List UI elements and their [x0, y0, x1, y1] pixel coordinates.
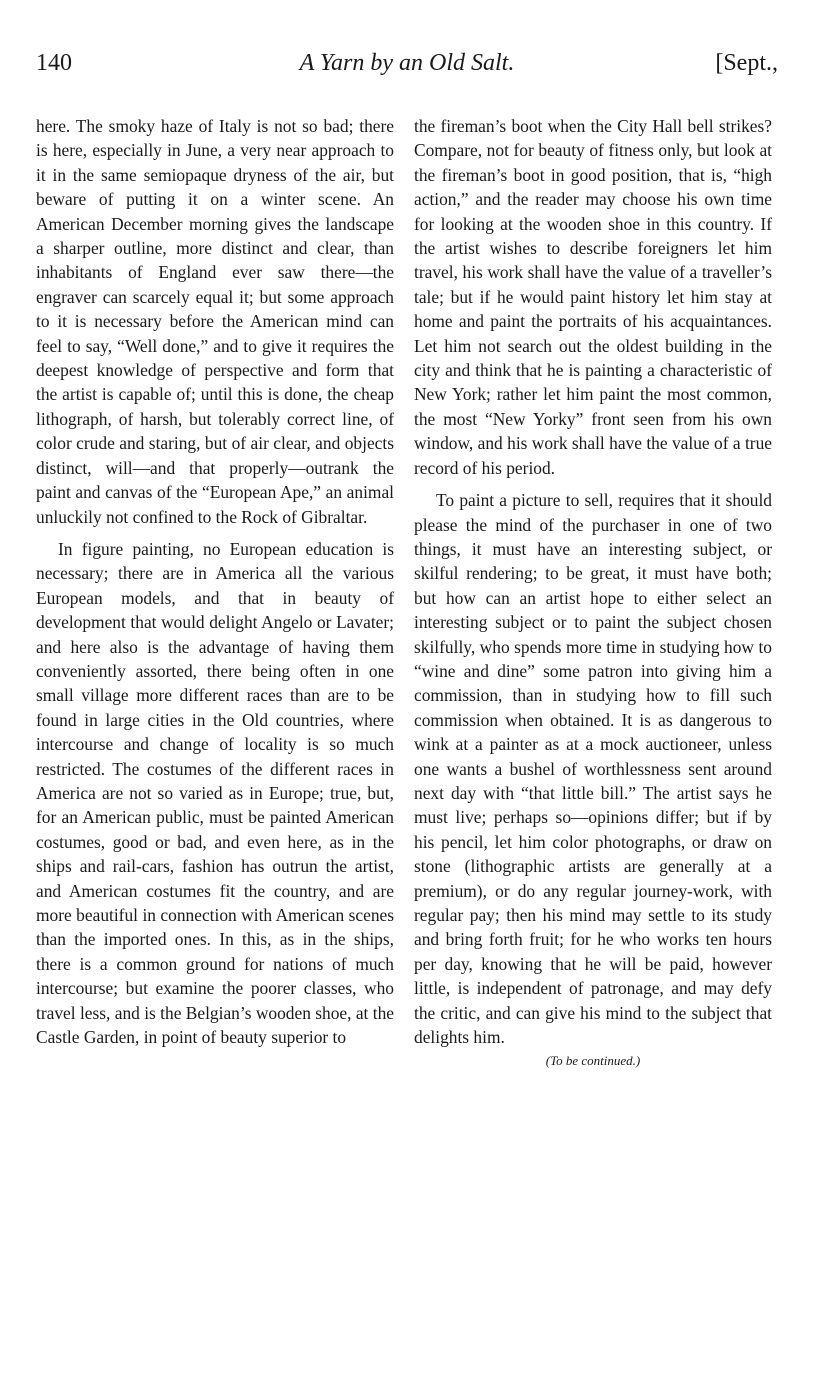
to-be-continued: (To be continued.) — [545, 1053, 641, 1069]
running-title: A Yarn by an Old Salt. — [299, 50, 515, 76]
page — [36, 50, 778, 1069]
page-number: 140 — [36, 50, 72, 76]
running-head — [36, 50, 778, 90]
right-paragraph-1: the fireman’s boot when the City Hall bell strikes? Compare, not for beauty of fitness only, but look at the fireman’s boot in good position, that is, “high action,” and the reader may choose his own time for looking at the wooden shoe in this country. If the artist wishes to describe foreigners let him travel, his work shall have the value of a traveller’s tale; but if he would paint history let him stay at home and paint the portraits of his acquaintances. Let him not search out the oldest building in the city and think that he is painting a characteristic of New York; rather let him paint the most common, the most “New Yorky” front seen from his own window, and his work shall have the value of a true record of his period. — [414, 116, 772, 478]
right-column — [414, 106, 772, 1074]
left-paragraph-1: here. The smoky haze of Italy is not so bad; there is here, especially in June, a very near approach to it in the same semiopaque dryness of the air, but beware of putting it on a winter scene. An American December morning gives the landscape a sharper outline, more distinct and clear, than inhabitants of England ever saw there—the engraver can scarcely equal it; but some approach to it is necessary before the American mind can feel to say, “Well done,” and to give it requires the deepest knowledge of perspective and form that the artist is capable of; until this is done, the cheap lithograph, of harsh, but tolerably correct line, of color crude and staring, but of air clear, and objects distinct, will—and that properly—outrank the paint and canvas of the “European Ape,” an animal unluckily not confined to the Rock of Gibraltar. — [36, 116, 394, 527]
left-column — [36, 106, 394, 1049]
right-paragraph-2: To paint a picture to sell, requires that it should please the mind of the purchaser in one of two things, it must have an interesting subject, or skilful rendering; to be great, it must have both; but how can an artist hope to either select an interesting subject or to paint the subject chosen skilfully, who spends more time in studying how to “wine and dine” some patron into giving him a commission, than in studying how to fill such commission when obtained. It is as dangerous to wink at a painter as at a mock auctioneer, unless one wants a bushel of worthlessness sent around next day with “that little bill.” The artist says he must live; perhaps so—opinions differ; but if by his pencil, let him color photographs, or draw on stone (lithographic artists are generally at a premium), or do any regular journey-work, with regular pay; then his mind may settle to its study and bring forth fruit; for he who works ten hours per day, knowing that he will be paid, however little, is independent of patronage, and may defy the critic, and can give his mind to the subject that delights him. — [414, 490, 772, 1048]
left-paragraph-2: In figure painting, no European education is necessary; there are in America all the various European models, and that in beauty of development that would delight Angelo or Lavater; and here also is the advantage of having them conveniently assorted, there being often in one small village more different races than are to be found in large cities in the Old countries, where intercourse and change of locality is so much restricted. The costumes of the different races in America are not so varied as in Europe; true, but, for an American public, must be painted American costumes, good or bad, and even here, as in the ships and rail-cars, fashion has outrun the artist, and American costumes fit the country, and are more beautiful in connection with American scenes than the imported ones. In this, as in the ships, there is a common ground for nations of much intercourse; but examine the poorer classes, who travel less, and is the Belgian’s wooden shoe, at the Castle Garden, in point of beauty superior to — [36, 538, 394, 1048]
running-date: [Sept., — [715, 50, 778, 76]
